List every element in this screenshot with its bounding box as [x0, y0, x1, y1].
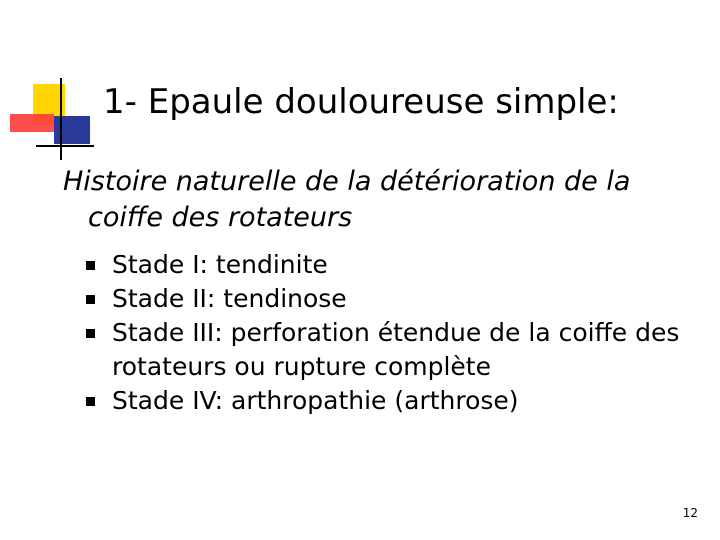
bullet-item-1: [86, 248, 686, 282]
bullet-item-3: [86, 316, 686, 384]
bullet-item-2: [86, 282, 686, 316]
slide-title: 1- Epaule douloureuse simple:: [103, 82, 619, 122]
bullet-square-icon: [86, 295, 95, 304]
decoration-blue-square: [54, 116, 90, 144]
bullet-text: Stade I: tendinite: [112, 250, 328, 279]
slide-subtitle: Histoire naturelle de la détérioration de la coiffe des rotateurs: [63, 166, 631, 233]
bullet-text: Stade II: tendinose: [112, 284, 347, 313]
bullet-square-icon: [86, 329, 95, 338]
bullet-item-4: [86, 384, 686, 418]
bullet-square-icon: [86, 397, 95, 406]
decoration-red-bar: [10, 114, 54, 132]
bullet-square-icon: [86, 261, 95, 270]
bullet-text: Stade III: perforation étendue de la coiffe des rotateurs ou rupture complète: [112, 318, 680, 381]
page-number: 12: [682, 506, 698, 520]
title-decoration: [0, 0, 100, 170]
bullet-list: [86, 248, 686, 418]
bullet-text: Stade IV: arthropathie (arthrose): [112, 386, 519, 415]
